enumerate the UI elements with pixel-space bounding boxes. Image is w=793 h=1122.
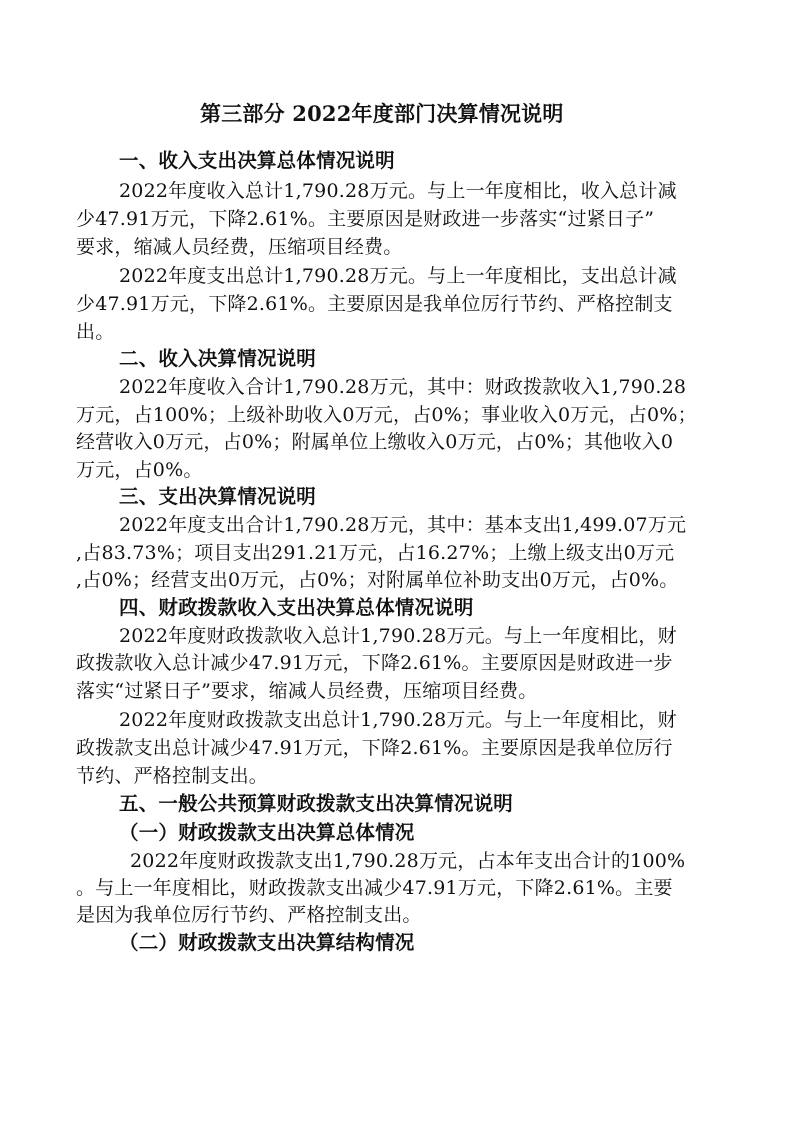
section-heading-1: 一、收入支出决算总体情况说明 (119, 149, 395, 172)
paragraph-line: 。与上一年度相比，财政拨款支出减少47.91万元，下降2.61%。主要 (76, 877, 673, 899)
paragraph-line: 2022年度支出合计1,790.28万元，其中：基本支出1,499.07万元 (119, 514, 687, 536)
section-heading-4: 四、财政拨款收入支出决算总体情况说明 (119, 596, 474, 619)
paragraph-line: 要求，缩减人员经费，压缩项目经费。 (76, 236, 403, 258)
paragraph-line: 政拨款收入总计减少47.91万元，下降2.61%。主要原因是财政进一步 (76, 652, 673, 674)
paragraph-line: 少47.91万元，下降2.61%。主要原因是我单位厉行节约、严格控制支 (76, 293, 673, 315)
section-heading-2: 二、收入决算情况说明 (119, 347, 317, 370)
paragraph-line: 2022年度财政拨款支出总计1,790.28万元。与上一年度相比，财 (119, 709, 677, 731)
paragraph-line: 落实“过紧日子”要求，缩减人员经费，压缩项目经费。 (76, 680, 538, 702)
paragraph-line: 出。 (76, 321, 115, 343)
paragraph-line: 2022年度财政拨款支出1,790.28万元，占本年支出合计的100% (130, 850, 686, 872)
paragraph-line: 是因为我单位厉行节约、严格控制支出。 (76, 904, 422, 926)
subsection-heading-2: （二）财政拨款支出决算结构情况 (119, 931, 415, 954)
paragraph-line: 2022年度支出总计1,790.28万元。与上一年度相比，支出总计减 (119, 265, 677, 287)
paragraph-line: 万元，占100%；上级补助收入0万元，占0%；事业收入0万元，占0%； (76, 404, 697, 426)
paragraph-line: 2022年度收入合计1,790.28万元，其中：财政拨款收入1,790.28 (119, 376, 687, 398)
paragraph-line: 少47.91万元，下降2.61%。主要原因是财政进一步落实“过紧日子” (76, 208, 655, 230)
subsection-heading-1: （一）财政拨款支出决算总体情况 (119, 821, 415, 844)
section-heading-5: 五、一般公共预算财政拨款支出决算情况说明 (119, 792, 514, 815)
paragraph-line: ,占0%；经营支出0万元，占0%；对附属单位补助支出0万元，占0%。 (76, 569, 679, 591)
paragraph-line: ,占83.73%；项目支出291.21万元，占16.27%；上缴上级支出0万元 (76, 542, 675, 564)
paragraph-line: 节约、严格控制支出。 (76, 765, 269, 787)
section-heading-3: 三、支出决算情况说明 (119, 485, 317, 508)
paragraph-line: 2022年度财政拨款收入总计1,790.28万元。与上一年度相比，财 (119, 625, 677, 647)
paragraph-line: 经营收入0万元，占0%；附属单位上缴收入0万元，占0%；其他收入0 (76, 431, 674, 453)
paragraph-line: 政拨款支出总计减少47.91万元，下降2.61%。主要原因是我单位厉行 (76, 737, 673, 759)
paragraph-line: 2022年度收入总计1,790.28万元。与上一年度相比，收入总计减 (119, 180, 677, 202)
page-title: 第三部分 2022年度部门决算情况说明 (200, 101, 564, 126)
paragraph-line: 万元，占0%。 (76, 459, 203, 481)
